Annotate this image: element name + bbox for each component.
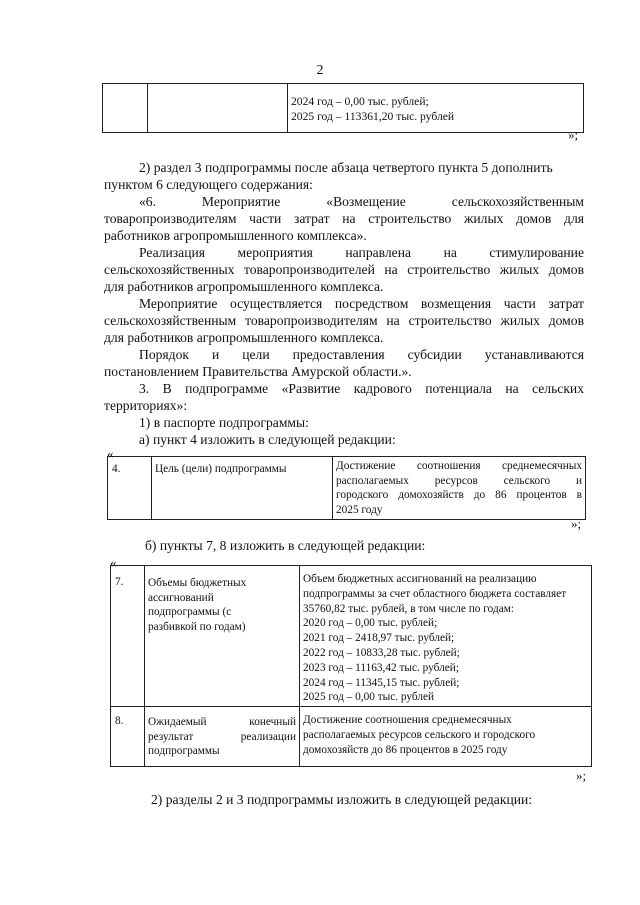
table-line: Объемы бюджетных — [148, 577, 247, 589]
paragraph-line: территориях»: — [104, 398, 188, 413]
table-line: подпрограммы за счет областного бюджета составляет — [303, 587, 567, 600]
quote-close: »; — [576, 768, 587, 783]
table-cell-value — [333, 457, 586, 520]
table-cell-name: Цель (цели) подпрограммы — [152, 457, 333, 520]
table-line: разбивкой по годам) — [148, 620, 246, 633]
table-line: 2021 год – 2418,97 тыс. рублей; — [303, 632, 455, 645]
top-table — [102, 83, 584, 133]
table-line: 2025 год – 113361,20 тыс. рублей — [291, 110, 455, 123]
table-line: 2025 году — [336, 503, 383, 516]
table-line: 2020 год – 0,00 тыс. рублей; — [303, 617, 438, 630]
table-line: Объем бюджетных ассигнований на реализацию — [303, 573, 537, 585]
paragraph-line: 2) разделы 2 и 3 подпрограммы изложить в следующей редакции: — [151, 792, 533, 807]
paragraph-line: Мероприятие осуществляется посредством возмещения части затрат — [139, 296, 584, 311]
table-line: 35760,82 тыс. рублей, в том числе по годам: — [303, 602, 514, 615]
paragraph-line: «6. Мероприятие «Возмещение сельскохозяйственным — [139, 194, 584, 209]
table-line: городского домохозяйств до 86 процентов в — [336, 489, 582, 501]
paragraph-line: для работников агропромышленного комплекса. — [104, 330, 384, 345]
table-line: 2023 год – 11163,42 тыс. рублей; — [303, 661, 459, 674]
table-line: домохозяйств до 86 процентов в 2025 году — [303, 743, 508, 756]
table-cell-number: 7. — [111, 566, 145, 707]
table-line: 2024 год – 0,00 тыс. рублей; — [291, 95, 429, 108]
table-points-7-8 — [110, 565, 592, 767]
table-line: подпрограммы (с — [148, 606, 232, 618]
table-cell — [148, 84, 288, 133]
table-cell-number: 8. — [111, 707, 145, 767]
paragraph-line: сельскохозяйственным товаропроизводителям на строительство жилых домов — [104, 313, 584, 328]
paragraph-line: 2) раздел 3 подпрограммы после абзаца четвертого пункта 5 дополнить — [139, 160, 553, 175]
table-cell-value — [300, 566, 592, 707]
table-line: результат реализации — [148, 730, 296, 743]
table-cell-number: 4. — [108, 457, 152, 520]
paragraph-line: Реализация мероприятия направлена на стимулирование — [139, 245, 584, 260]
paragraph-line: для работников агропромышленного комплекса. — [104, 279, 384, 294]
paragraph-line: работников агропромышленного комплекса». — [104, 228, 367, 243]
quote-open: « — [110, 555, 117, 570]
quote-close: »; — [571, 516, 582, 531]
table-line: располагаемых ресурсов сельского и — [336, 474, 582, 487]
paragraph-line: 3. В подпрограмме «Развитие кадрового потенциала на сельских — [139, 381, 584, 396]
paragraph-line: сельскохозяйственных товаропроизводителей на строительство жилых домов — [104, 262, 584, 277]
table-cell-name — [145, 566, 300, 707]
table-point-4 — [107, 456, 586, 520]
paragraph-line: постановлением Правительства Амурской области.». — [104, 364, 412, 379]
table-line: Достижение соотношения среднемесячных — [303, 714, 512, 727]
table-cell-value — [300, 707, 592, 767]
paragraph-line: а) пункт 4 изложить в следующей редакции: — [139, 432, 396, 447]
paragraph-line: товаропроизводителям части затрат на строительство жилых домов для — [104, 211, 584, 226]
paragraph-line: б) пункты 7, 8 изложить в следующей редакции: — [145, 538, 426, 553]
table-line: 2024 год – 11345,15 тыс. рублей; — [303, 676, 460, 689]
table-line: ассигнований — [148, 591, 214, 604]
table-cell — [103, 84, 148, 133]
paragraph-line: Порядок и цели предоставления субсидии устанавливаются — [139, 347, 584, 362]
table-line: располагаемых ресурсов сельского и городского — [303, 728, 536, 741]
table-cell-name — [145, 707, 300, 767]
table-line: подпрограммы — [148, 745, 220, 758]
paragraph-line: пунктом 6 следующего содержания: — [104, 177, 313, 192]
table-cell — [288, 84, 584, 133]
table-line: 2022 год – 10833,28 тыс. рублей; — [303, 646, 460, 659]
paragraph-line: 1) в паспорте подпрограммы: — [139, 415, 309, 430]
quote-open: « — [107, 446, 114, 461]
quote-close: »; — [568, 127, 579, 142]
table-line: 2025 год – 0,00 тыс. рублей — [303, 691, 435, 704]
table-line: Ожидаемый конечный — [148, 716, 296, 729]
table-line: Достижение соотношения среднемесячных — [336, 460, 582, 472]
page-number: 2 — [316, 63, 324, 78]
